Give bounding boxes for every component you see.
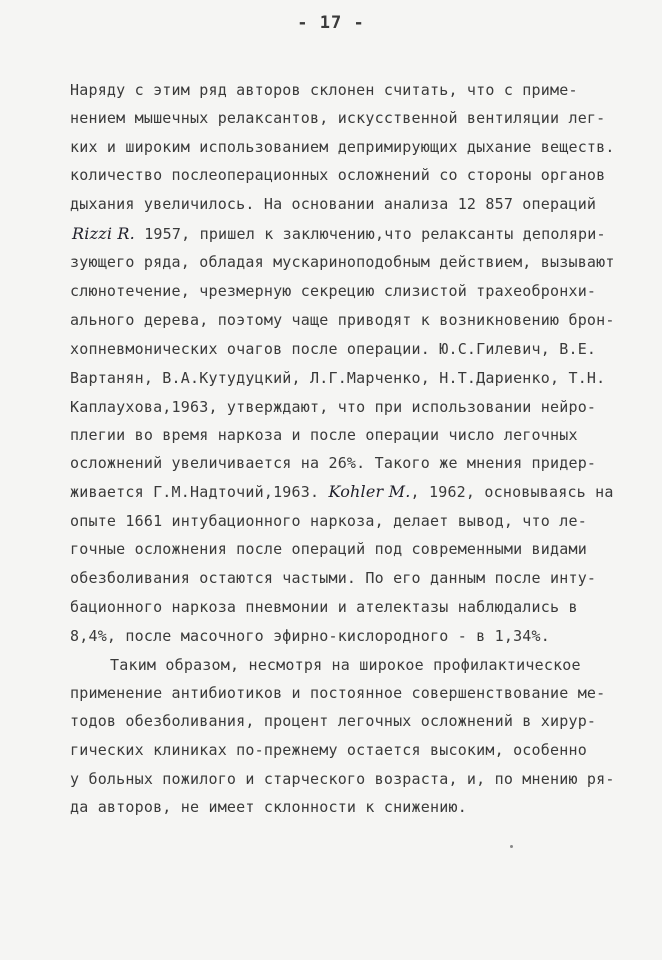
- line-text: ких и широким использованием депримирующих дыхание вещеcтв.: [70, 138, 615, 156]
- line-text: Вартанян, В.А.Кутудуцкий, Л.Г.Марченко, Н.Т.Дариенко, Т.Н.: [70, 369, 606, 387]
- text-line: [70, 769, 615, 789]
- text-line: [70, 539, 587, 559]
- text-line: [70, 397, 596, 417]
- text-line: [70, 252, 615, 272]
- text-line: [70, 281, 596, 301]
- text-line: [70, 597, 578, 617]
- text-line: [70, 740, 587, 760]
- line-text: Наряду с этим ряд авторов склонен считать, что с приме-: [70, 81, 578, 99]
- line-text: тодов обезболивания, процент легочных осложнений в хирур-: [70, 712, 597, 730]
- text-line: [70, 626, 550, 646]
- handwritten-author-name: Kohler M.: [328, 482, 411, 501]
- line-text: применение антибиотиков и постоянное совершенствование ме-: [70, 684, 606, 702]
- text-line: [70, 80, 578, 100]
- text-line: [70, 108, 605, 128]
- line-text: Каплаухова,1963, утверждают, что при использовании нейро-: [70, 398, 597, 416]
- text-line: [70, 482, 614, 502]
- line-text: у больных пожилого и старческого возраста, и, по мнению ря-: [70, 770, 615, 788]
- speck-mark: [510, 845, 513, 848]
- line-text: осложнений увеличивается на 26%. Такого же мнения придер-: [70, 454, 597, 472]
- text-line: [70, 511, 587, 531]
- text-line: [70, 339, 596, 359]
- text-line: [70, 683, 605, 703]
- text-line: [70, 368, 605, 388]
- text-line: [70, 453, 596, 473]
- line-text: бационного наркоза пневмонии и ателектазы наблюдались в: [70, 598, 578, 616]
- text-line: [70, 194, 596, 214]
- line-text: слюнотечение, чрезмерную секрецию слизистой трахеобронхи-: [70, 282, 597, 300]
- text-line: [70, 425, 578, 445]
- line-text: дыхания увеличилось. На основании анализа 12 857 операций: [70, 195, 597, 213]
- line-text: гочные осложнения после операций под современными видами: [70, 540, 587, 558]
- line-text: количество послеоперационных осложнений со стороны органов: [70, 166, 606, 184]
- page-number: - 17 -: [297, 13, 365, 33]
- text-line: [72, 224, 606, 244]
- line-text: , 1962, основываясь на: [410, 483, 614, 501]
- line-text: Таким образом, несмотря на широкое профилактическое: [110, 656, 581, 674]
- line-text: зующего ряда, обладая мускариноподобным действием, вызывают: [70, 253, 615, 271]
- text-line: [70, 568, 596, 588]
- line-text: гических клиниках по-прежнему остается высоким, особенно: [70, 741, 587, 759]
- line-text: да авторов, не имеет склонности к снижению.: [70, 798, 467, 816]
- line-text: 8,4%, после масочного эфирно-кислородного - в 1,34%.: [70, 627, 550, 645]
- line-text: обезболивания остаются частыми. По его данным после инту-: [70, 569, 597, 587]
- line-text: 1957, пришел к заключению,что релаксанты деполяри-: [134, 225, 606, 243]
- line-text: опыте 1661 интубационного наркоза, делает вывод, что ле-: [70, 512, 587, 530]
- line-text: живается Г.М.Надточий,1963.: [70, 483, 329, 501]
- text-line: [70, 711, 596, 731]
- text-line: [70, 797, 467, 817]
- text-line: [70, 165, 605, 185]
- text-line: [70, 137, 615, 157]
- line-text: нением мышечных релаксантов, искусственной вентиляции лег-: [70, 109, 606, 127]
- text-line: [70, 310, 615, 330]
- text-line: [110, 655, 581, 675]
- handwritten-author-name: Rizzi R.: [72, 224, 135, 243]
- line-text: ального дерева, поэтому чаще приводят к возникновению брон-: [70, 311, 615, 329]
- line-text: хопневмонических очагов после операции. Ю.С.Гилевич, В.Е.: [70, 340, 597, 358]
- line-text: плегии во время наркоза и после операции число легочных: [70, 426, 578, 444]
